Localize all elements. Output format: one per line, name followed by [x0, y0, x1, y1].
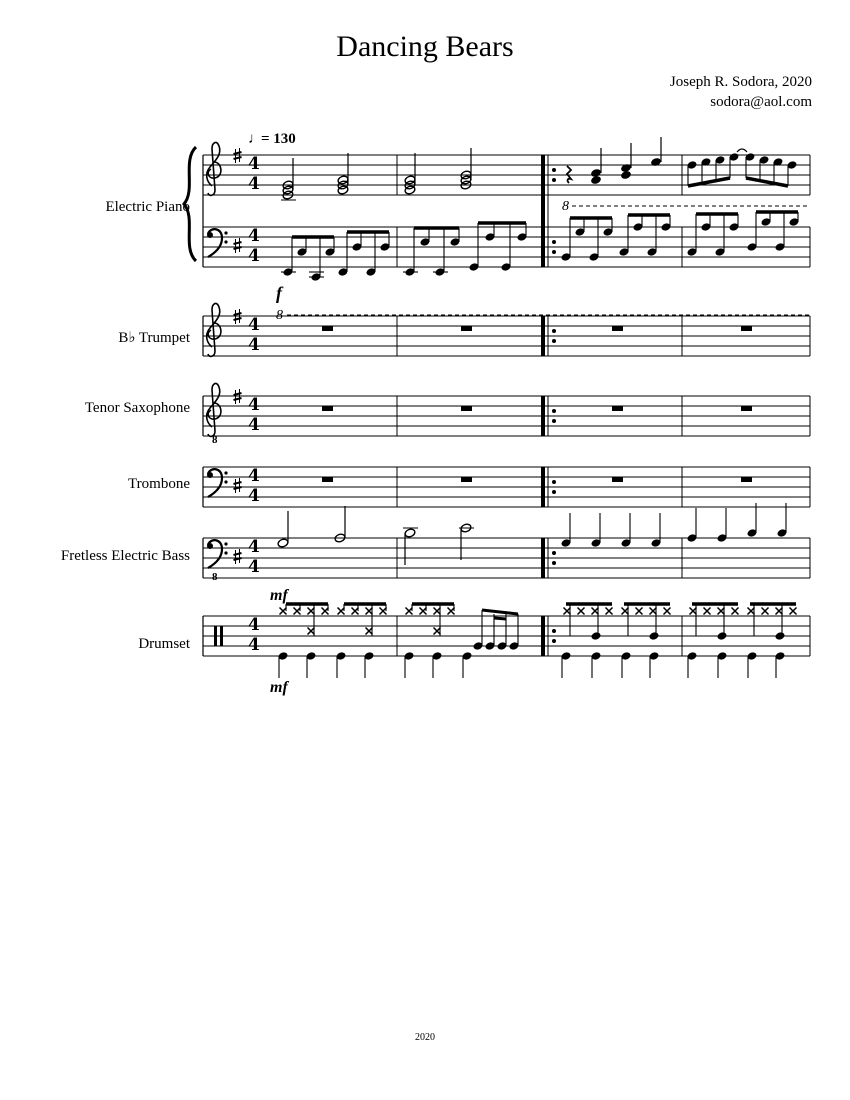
- piano-bass-staff: [203, 226, 810, 267]
- whole-rest-icon: [612, 406, 623, 411]
- bass-clef-icon: [207, 540, 228, 568]
- composer-credit: Joseph R. Sodora, 2020: [669, 74, 812, 90]
- dynamic-mezzo-forte: mf: [270, 679, 288, 696]
- time-signature: [248, 466, 260, 506]
- treble-clef-icon: [207, 142, 221, 195]
- trombone-staff: [203, 466, 810, 507]
- whole-rest-icon: [322, 406, 333, 411]
- ottava-marker: 8: [276, 308, 283, 323]
- tie-icon: [737, 149, 747, 152]
- drum-snare-notes: [473, 631, 786, 651]
- piano-brace: [184, 147, 196, 261]
- whole-rest-icon: [322, 477, 333, 482]
- bass-clef-icon: [207, 469, 228, 497]
- piano-treble-staff: [203, 142, 810, 195]
- instrument-label-bass: Fretless Electric Bass: [60, 548, 190, 564]
- whole-rest-icon: [741, 477, 752, 482]
- piano-barlines: [397, 155, 810, 267]
- tempo-marking: = 130: [261, 131, 296, 147]
- instrument-label-piano: Electric Piano: [105, 199, 190, 215]
- time-signature: [248, 615, 260, 655]
- key-signature-sharp-icon: [234, 478, 242, 493]
- bass-staff: [203, 503, 810, 583]
- whole-rest-icon: [741, 326, 752, 331]
- piano-measure-1: [281, 153, 349, 200]
- drumset-staff: [203, 604, 810, 678]
- footer-year: 2020: [415, 1032, 435, 1043]
- trumpet-staff: [203, 303, 810, 356]
- whole-rest-icon: [612, 477, 623, 482]
- whole-rest-icon: [461, 326, 472, 331]
- instrument-label-trombone: Trombone: [128, 476, 190, 492]
- octave-clef-marker: 8: [212, 571, 218, 583]
- whole-rest-icon: [461, 406, 472, 411]
- time-signature: [248, 395, 260, 435]
- tenor-sax-staff: [203, 383, 810, 446]
- composer-email: sodora@aol.com: [710, 94, 812, 110]
- dynamic-mezzo-forte: mf: [270, 587, 288, 604]
- tempo-note-icon: ♩: [248, 131, 263, 147]
- time-signature: [248, 154, 260, 194]
- instrument-label-tenor-sax: Tenor Saxophone: [84, 400, 190, 416]
- piano-measure-3: [567, 137, 662, 185]
- treble-clef-icon: [207, 383, 221, 436]
- whole-rest-icon: [461, 477, 472, 482]
- instrument-label-drumset: Drumset: [138, 636, 190, 652]
- time-signature: [248, 537, 260, 577]
- time-signature: [248, 226, 260, 266]
- octave-clef-marker: 8: [212, 434, 218, 446]
- ottava-marker: 8: [562, 199, 569, 214]
- whole-rest-icon: [322, 326, 333, 331]
- instrument-label-trumpet: B♭ Trumpet: [118, 330, 190, 346]
- treble-clef-icon: [207, 303, 221, 356]
- whole-rest-icon: [741, 406, 752, 411]
- key-signature-sharp-icon: [234, 238, 242, 253]
- key-signature-sharp-icon: [234, 549, 242, 564]
- bass-clef-icon: [207, 229, 228, 257]
- whole-rest-icon: [612, 326, 623, 331]
- score-title: Dancing Bears: [336, 30, 514, 63]
- music-score: 4 4 8 f 8 8 8 mf mf ♩ = 130: [0, 0, 850, 1100]
- dynamic-forte: f: [276, 283, 282, 303]
- drum-hihat-pattern: [280, 608, 797, 635]
- time-signature: [248, 315, 260, 355]
